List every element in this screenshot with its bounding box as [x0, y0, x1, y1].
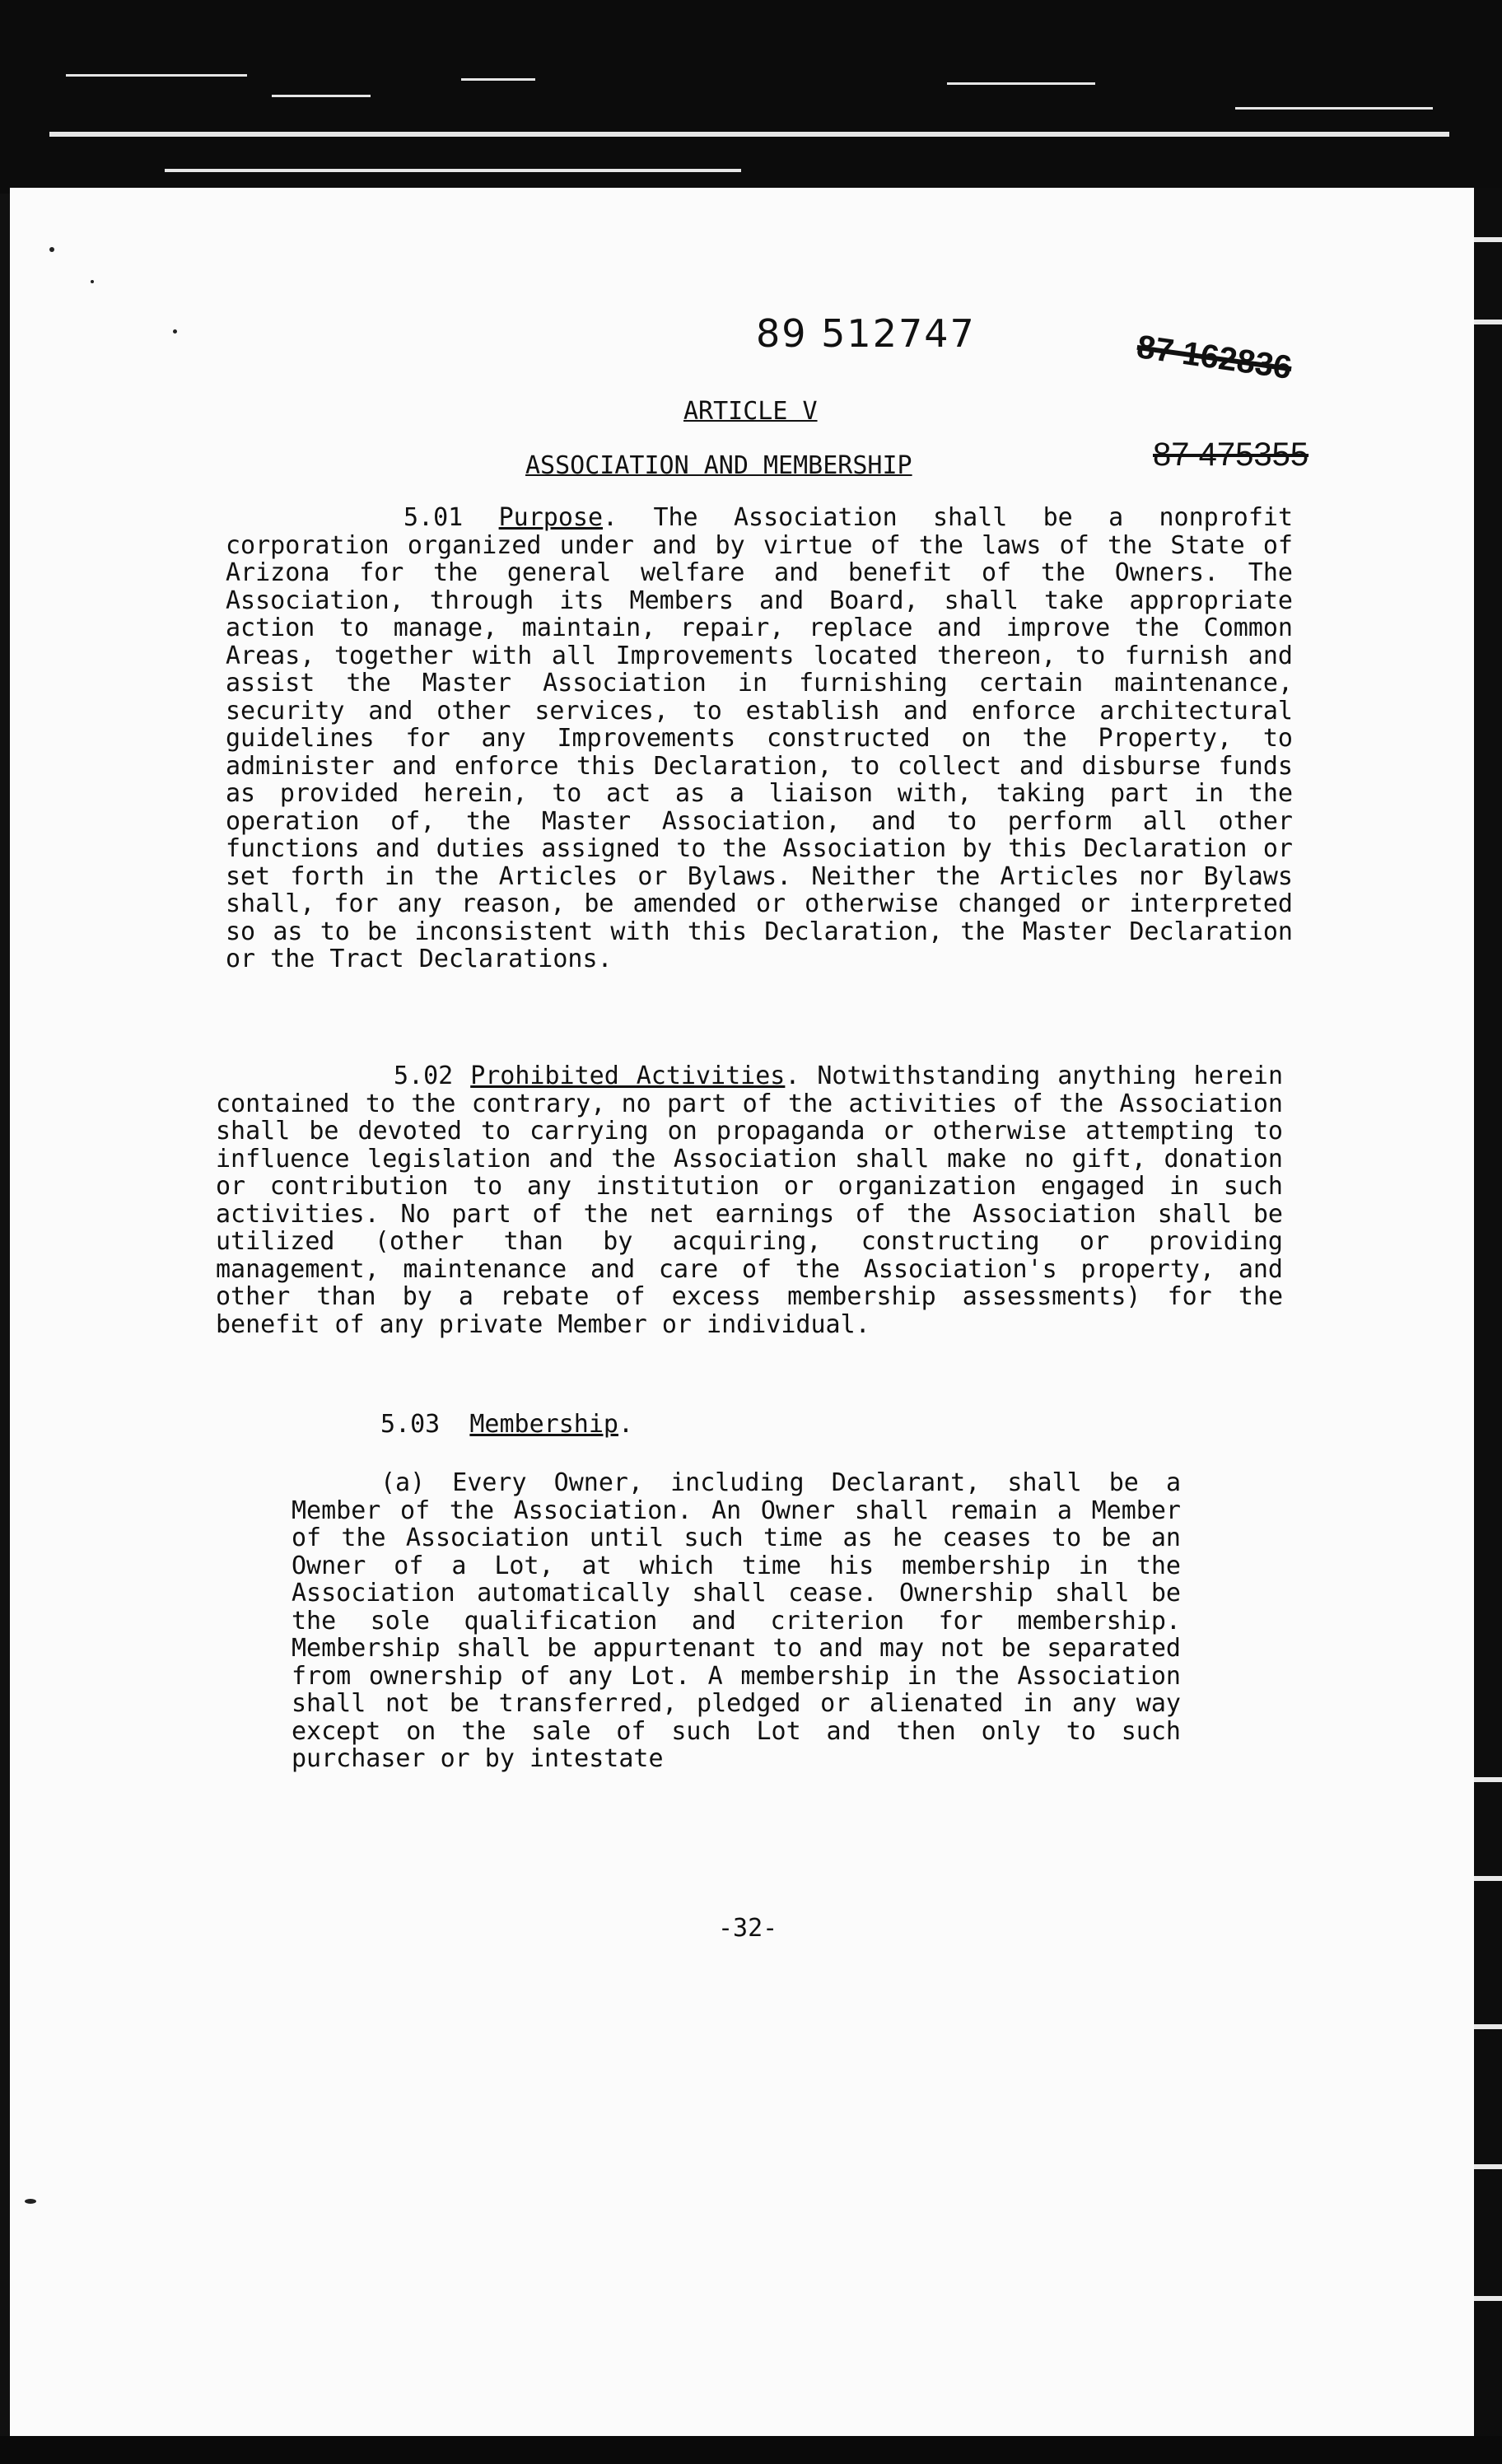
section-5-01: 5.01 Purpose. The Association shall be a nonprofit corporation organized under and by virtue of the laws of the State of Arizona for the general welfare and benefit of the Owners. The Association, through its Members and Board, shall take appropriate action to manage, maintain, repair, replace and improve the Common Areas, together with all Improvements located thereon, to furnish and assist the Master Association in furnishing certain maintenance, security and other services, to establish and enforce architectural guidelines for any Improvements constructed on the Property, to administer and enforce this Declaration, to collect and disburse funds as provided herein, to act as a liaison with, taking part in the operation of, the Master Association, and to perform all other functions and duties assigned to the Association by this Declaration or set forth in the Articles or Bylaws. Neither the Articles nor Bylaws shall, for any reason, be amended or otherwise changed or interpreted so as to be inconsistent with this Declaration, the Master Declaration or the Tract Declarations. [226, 503, 1294, 973]
scan-speck [49, 247, 54, 252]
section-text: Notwithstanding anything herein contained to the contrary, no part of the activities of the Association shall be devoted to carrying on propaganda or otherwise attempting to influence legislation and the Association shall make no gift, donation or contribution to any institution or organization engaged in such activities. No part of the net earnings of the Association shall be utilized (other than by acquiring, constructing or providing management, maintenance and care of the Association's property, and other than by a rebate of excess membership assessments) for the benefit of any private Member or individual. [216, 1062, 1284, 1339]
scan-right-border [1474, 188, 1502, 2461]
section-5-02: 5.02 Prohibited Activities. Notwithstanding anything herein contained to the contrary, no part of the activities of the Association shall be devoted to carrying on propaganda or otherwise attempting to influence legislation and the Association shall make no gift, donation or contribution to any institution or organization engaged in such activities. No part of the net earnings of the Association shall be utilized (other than by acquiring, constructing or providing management, maintenance and care of the Association's property, and other than by a rebate of excess membership assessments) for the benefit of any private Member or individual. [216, 1062, 1284, 1339]
subsection-text: (a) Every Owner, including Declarant, shall be a Member of the Association. An Owner shall remain a Member of the Association until such time as he ceases to be an Owner of a Lot, at which time his membership in the Association automatically shall cease. Ownership shall be the sole qualification and criterion for membership. Membership shall be appurtenant to and may not be separated from ownership of any Lot. A membership in the Association shall not be transferred, pledged or alienated in any way except on the sale of such Lot and then only to such purchaser or by intestate [292, 1468, 1181, 1773]
section-5-03-heading: 5.03 Membership. [380, 1410, 634, 1439]
section-label: Purpose [498, 503, 604, 532]
section-5-03-a [292, 1469, 1181, 1773]
scan-speck [91, 280, 94, 283]
section-number: 5.01 [403, 503, 464, 532]
section-number: 5.03 [380, 1410, 441, 1439]
scan-bottom-border [0, 2436, 1502, 2464]
section-number: 5.02 [394, 1062, 454, 1090]
article-title: ASSOCIATION AND MEMBERSHIP [525, 451, 912, 480]
article-heading: ARTICLE V [683, 397, 818, 426]
section-text: The Association shall be a nonprofit corporation organized under and by virtue of the laws of the State of Arizona for the general welfare and benefit of the Owners. The Association, through its Members and Board, shall take appropriate action to manage, maintain, repair, replace and improve the Common Areas, together with all Improvements located thereon, to furnish and assist the Master Association in furnishing certain maintenance, security and other services, to establish and enforce architectural guidelines for any Improvements constructed on the Property, to administer and enforce this Declaration, to collect and disburse funds as provided herein, to act as a liaison with, taking part in the operation of, the Master Association, and to perform all other functions and duties assigned to the Association by this Declaration or set forth in the Articles or Bylaws. Neither the Articles nor Bylaws shall, for any reason, be amended or otherwise changed or interpreted so as to be inconsistent with this Declaration, the Master Declaration or the Tract Declarations. [226, 503, 1294, 973]
recording-stamp-bottom: 87 475355 [1153, 436, 1309, 473]
section-label: Prohibited Activities [470, 1062, 786, 1090]
recording-stamp-top: 87 162836 [1134, 329, 1294, 386]
scan-top-border [0, 0, 1502, 194]
section-label: Membership [469, 1410, 618, 1439]
scan-speck [173, 329, 177, 334]
scan-speck [25, 2199, 36, 2204]
document-number: 89 512747 [756, 311, 976, 356]
page-number: -32- [718, 1914, 778, 1943]
